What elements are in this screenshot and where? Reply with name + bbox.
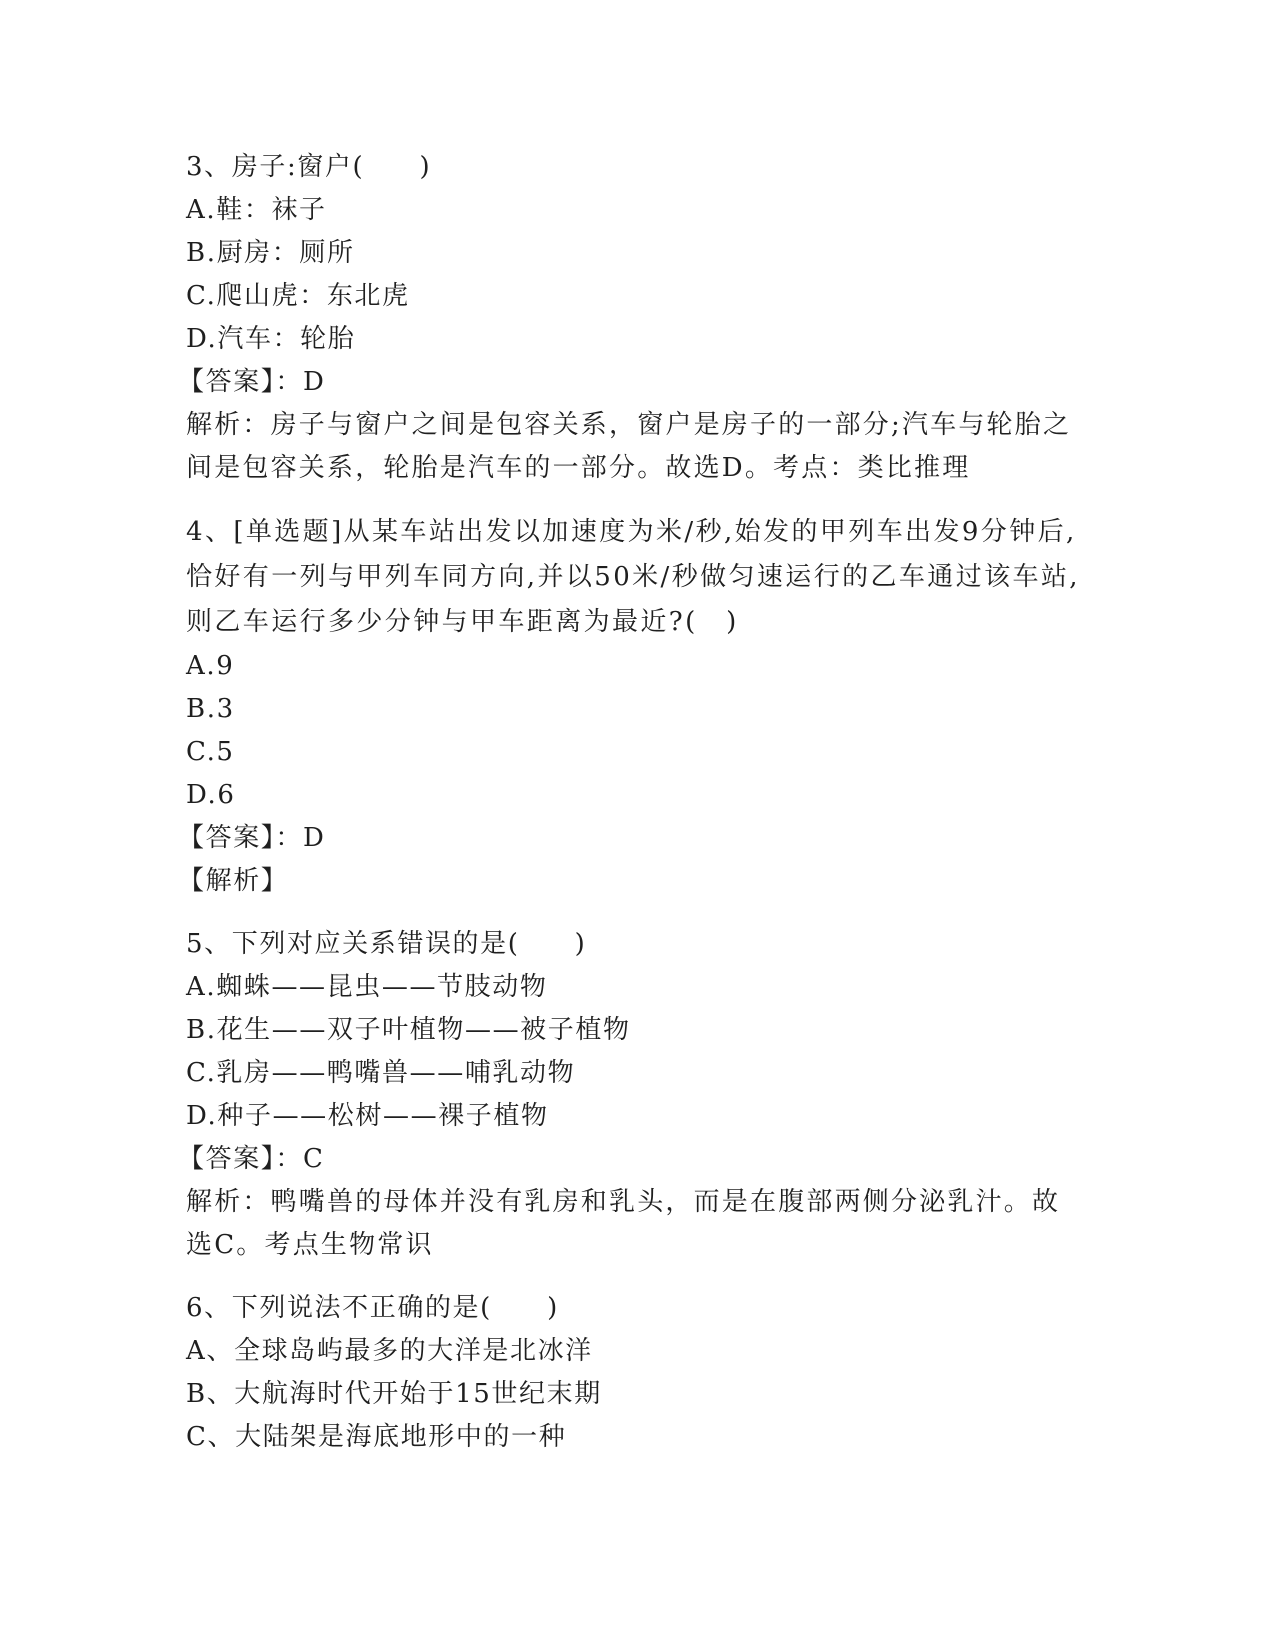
option-b: B.花生——双子叶植物——被子植物: [186, 1015, 631, 1045]
option-a: A.9: [186, 651, 235, 681]
option-c: C.5: [186, 737, 235, 767]
question-6: [186, 1287, 1086, 1459]
explanation: 解析：房子与窗户之间是包容关系，窗户是房子的一部分;汽车与轮胎之间是包容关系，轮胎是汽车的一部分。故选D。考点：类比推理: [186, 410, 1072, 483]
option-c: C.乳房——鸭嘴兽——哺乳动物: [186, 1058, 576, 1088]
explanation: 【解析】: [178, 866, 289, 896]
option-d: D.汽车：轮胎: [186, 324, 356, 354]
option-b: B.3: [186, 694, 235, 724]
option-d: D.6: [186, 780, 236, 810]
document-page: [178, 146, 1086, 1479]
answer: 【答案】：D: [178, 823, 326, 853]
question-stem: 6、下列说法不正确的是( ): [186, 1293, 559, 1323]
question-4: [178, 510, 1086, 903]
option-b: B、大航海时代开始于15世纪末期: [186, 1379, 602, 1409]
option-a: A、全球岛屿最多的大洋是北冰洋: [186, 1336, 593, 1366]
question-stem: 5、下列对应关系错误的是( ): [186, 929, 587, 959]
option-c: C、大陆架是海底地形中的一种: [186, 1422, 567, 1452]
answer: 【答案】：C: [178, 1144, 325, 1174]
answer: 【答案】：D: [178, 367, 326, 397]
explanation: 解析：鸭嘴兽的母体并没有乳房和乳头，而是在腹部两侧分泌乳汁。故选C。考点生物常识: [186, 1187, 1061, 1260]
option-c: C.爬山虎：东北虎: [186, 281, 410, 311]
option-b: B.厨房：厕所: [186, 238, 355, 268]
question-3: [178, 146, 1086, 490]
option-a: A.蜘蛛——昆虫——节肢动物: [186, 972, 548, 1002]
question-stem: 3、房子:窗户( ): [186, 152, 432, 182]
question-stem: 4、[单选题]从某车站出发以加速度为米/秒,始发的甲列车出发9分钟后,恰好有一列与甲列车同方向,并以50米/秒做匀速运行的乙车通过该车站,则乙车运行多少分钟与甲车距离为最近?( ): [186, 517, 1080, 637]
question-5: [178, 923, 1086, 1267]
option-a: A.鞋：袜子: [186, 195, 327, 225]
option-d: D.种子——松树——裸子植物: [186, 1101, 549, 1131]
